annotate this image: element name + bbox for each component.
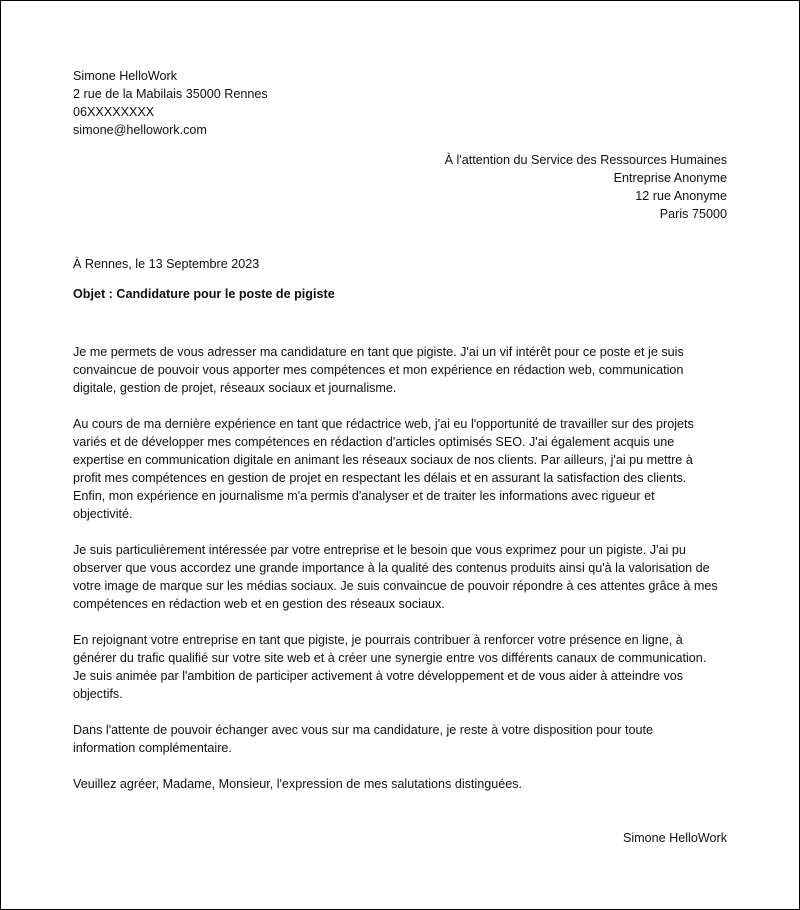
paragraph-line: Enfin, mon expérience en journalisme m'a permis d'analyser et de traiter les informations avec rigueur et	[73, 489, 655, 503]
signature: Simone HelloWork	[622, 831, 727, 845]
letter-subject: Objet : Candidature pour le poste de pigiste	[73, 287, 335, 301]
paragraph-line: Je me permets de vous adresser ma candidature en tant que pigiste. J'ai un vif intérêt pour ce poste et je suis	[73, 345, 684, 359]
body-paragraph	[73, 631, 733, 703]
paragraph-line: Veuillez agréer, Madame, Monsieur, l'expression de mes salutations distinguées.	[73, 777, 523, 791]
paragraph-line: digitale, gestion de projet, réseaux sociaux et journalisme.	[73, 381, 397, 395]
paragraph-line: Je suis animée par l'ambition de participer activement à votre développement et de vous aider à atteindre vos	[73, 669, 684, 683]
paragraph-line: objectifs.	[73, 687, 123, 701]
paragraph-line: compétences en rédaction web et en gestion des réseaux sociaux.	[73, 597, 445, 611]
paragraph-line: information complémentaire.	[73, 741, 232, 755]
recipient-city: Paris 75000	[659, 207, 727, 221]
paragraph-line: observer que vous accordez une grande importance à la qualité des contenus produits ainsi qu'à la valorisation de	[73, 561, 710, 575]
paragraph-line: Dans l'attente de pouvoir échanger avec vous sur ma candidature, je reste à votre disposition pour toute	[73, 723, 653, 737]
sender-name: Simone HelloWork	[73, 69, 178, 83]
paragraph-line: objectivité.	[73, 507, 133, 521]
body-paragraph	[73, 415, 733, 523]
sender-email: simone@hellowork.com	[73, 123, 207, 137]
sender-block	[73, 67, 268, 139]
paragraph-line: profit mes compétences en gestion de projet en respectant les délais et en assurant la satisfaction des clients.	[73, 471, 687, 485]
paragraph-line: En rejoignant votre entreprise en tant que pigiste, je pourrais contribuer à renforcer votre présence en ligne, à	[73, 633, 683, 647]
paragraph-line: convaincue de pouvoir vous apporter mes compétences et mon expérience en rédaction web, communication	[73, 363, 684, 377]
letter-body	[73, 343, 733, 811]
recipient-block	[445, 151, 727, 223]
recipient-attention: À l'attention du Service des Ressources Humaines	[444, 153, 727, 167]
recipient-street: 12 rue Anonyme	[635, 189, 727, 203]
paragraph-line: votre image de marque sur les médias sociaux. Je suis convaincue de pouvoir répondre à ces attentes grâce à mes	[73, 579, 718, 593]
closing-paragraph	[73, 775, 733, 793]
sender-phone: 06XXXXXXXX	[73, 105, 155, 119]
paragraph-line: variés et de développer mes compétences en rédaction d'articles optimisés SEO. J'ai également acquis une	[73, 435, 675, 449]
body-paragraph	[73, 721, 733, 757]
body-paragraph	[73, 541, 733, 613]
paragraph-line: Au cours de ma dernière expérience en tant que rédactrice web, j'ai eu l'opportunité de travailler sur des projets	[73, 417, 694, 431]
paragraph-line: Je suis particulièrement intéressée par votre entreprise et le besoin que vous exprimez pour un pigiste. J'ai pu	[73, 543, 686, 557]
paragraph-line: expertise en communication digitale en animant les réseaux sociaux de nos clients. Par ailleurs, j'ai pu mettre à	[73, 453, 693, 467]
sender-address: 2 rue de la Mabilais 35000 Rennes	[73, 87, 268, 101]
paragraph-line: générer du trafic qualifié sur votre site web et à créer une synergie entre vos différents canaux de communication.	[73, 651, 707, 665]
recipient-company: Entreprise Anonyme	[613, 171, 727, 185]
body-paragraph	[73, 343, 733, 397]
letter-date: À Rennes, le 13 Septembre 2023	[73, 257, 260, 271]
